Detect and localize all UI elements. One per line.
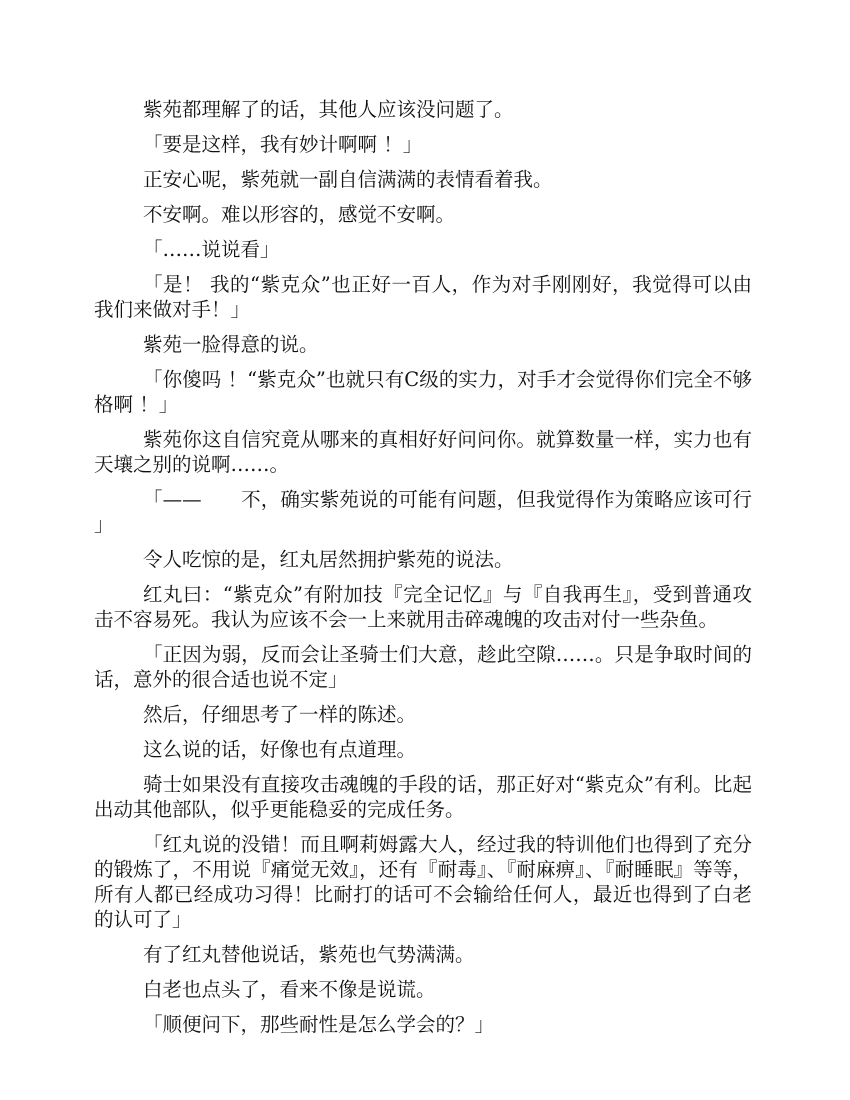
paragraph: 红丸曰：“紫克众”有附加技『完全记忆』与『自我再生』，受到普通攻击不容易死。我认为应该不会一上来就用击碎魂魄的攻击对付一些杂鱼。 (94, 583, 752, 631)
paragraph: 白老也点头了，看来不像是说谎。 (143, 978, 436, 1001)
paragraph: 「正因为弱，反而会让圣骑士们大意，趁此空隙……。只是争取时间的话，意外的很合适也说不定」 (94, 643, 752, 691)
paragraph: 「顺便问下，那些耐性是怎么学会的？」 (143, 1013, 495, 1036)
paragraph: 紫苑一脸得意的说。 (143, 333, 319, 356)
paragraph: 然后，仔细思考了一样的陈述。 (143, 703, 417, 726)
paragraph: 紫苑你这自信究竟从哪来的真相好好问问你。就算数量一样，实力也有天壤之别的说啊……。 (94, 428, 752, 476)
document-page (94, 97, 752, 1047)
paragraph: 「红丸说的没错！而且啊莉姆露大人，经过我的特训他们也得到了充分的锻炼了，不用说『痛觉无效』，还有『耐毒』、『耐麻痹』、『耐睡眠』等等，所有人都已经成功习得！比耐打的话可不会输给任何人，最近也得到了白老的认可了」 (94, 833, 752, 931)
paragraph: 骑士如果没有直接攻击魂魄的手段的话，那正好对“紫克众”有利。比起出动其他部队，似乎更能稳妥的完成任务。 (94, 773, 752, 821)
paragraph: 「是！ 我的“紫克众”也正好一百人，作为对手刚刚好，我觉得可以由我们来做对手！」 (94, 273, 752, 321)
paragraph: 这么说的话，好像也有点道理。 (143, 738, 417, 761)
paragraph: 「—— 不，确实紫苑说的可能有问题，但我觉得作为策略应该可行」 (94, 488, 752, 536)
paragraph: 正安心呢，紫苑就一副自信满满的表情看着我。 (143, 168, 553, 191)
paragraph: 「……说说看」 (143, 238, 280, 261)
paragraph: 「你傻吗 ！“紫克众”也就只有C级的实力，对手才会觉得你们完全不够格啊 ！」 (94, 368, 752, 416)
paragraph: 令人吃惊的是，红丸居然拥护紫苑的说法。 (143, 548, 514, 571)
paragraph: 「要是这样，我有妙计啊啊 ！」 (143, 133, 423, 156)
paragraph: 有了红丸替他说话，紫苑也气势满满。 (143, 943, 475, 966)
paragraph: 紫苑都理解了的话，其他人应该没问题了。 (143, 98, 514, 121)
paragraph: 不安啊。难以形容的，感觉不安啊。 (143, 203, 456, 226)
